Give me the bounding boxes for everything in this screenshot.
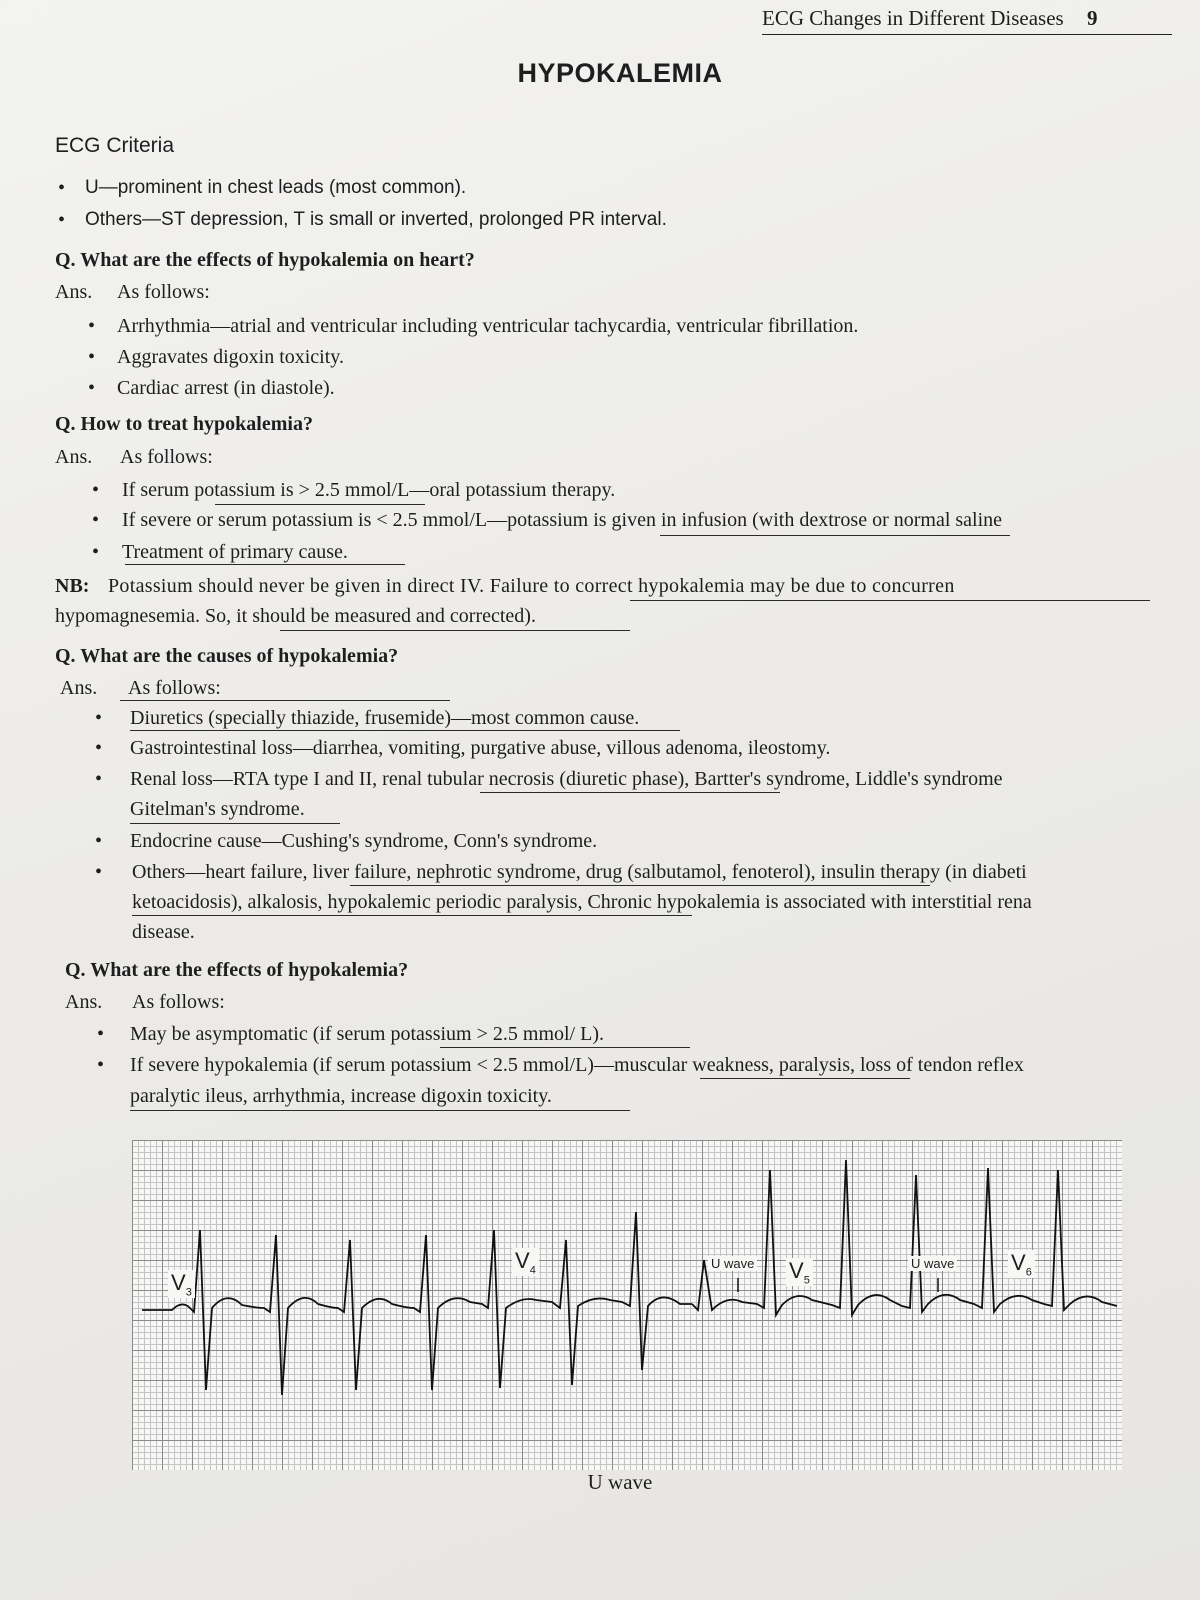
ans-intro: As follows: — [120, 446, 213, 468]
list-item-continued: Gitelman's syndrome. — [130, 798, 305, 820]
list-item-continued: ketoacidosis), alkalosis, hypokalemic periodic paralysis, Chronic hypokalemia is associated with interstitial rena — [132, 891, 1032, 913]
pencil-underline — [660, 535, 1010, 536]
list-item: If severe or serum potassium is < 2.5 mmol/L—potassium is given in infusion (with dextrose or normal saline — [122, 509, 1003, 531]
list-item: May be asymptomatic (if serum potassium > 2.5 mmol/ L). — [130, 1023, 604, 1045]
ans-intro: As follows: — [128, 677, 221, 699]
ans-label: Ans. — [65, 991, 103, 1013]
ecg-criteria-item: U—prominent in chest leads (most common). — [85, 177, 467, 198]
ans-label: Ans. — [55, 446, 93, 468]
u-wave-tag: U wave — [708, 1256, 757, 1271]
question-heart-effects: Q. What are the effects of hypokalemia on heart? — [55, 249, 475, 271]
list-item-continued: disease. — [132, 921, 195, 943]
lead-label-v6: $V_6$ — [1008, 1250, 1035, 1278]
running-header — [762, 6, 1182, 31]
list-item: Cardiac arrest (in diastole). — [117, 377, 335, 399]
question-causes: Q. What are the causes of hypokalemia? — [55, 645, 399, 667]
list-item: Arrhythmia—atrial and ventricular including ventricular tachycardia, ventricular fibrillation. — [117, 315, 859, 337]
pencil-underline — [480, 792, 780, 793]
pencil-underline — [120, 700, 450, 701]
bullet-icon: • — [95, 737, 103, 759]
bullet-icon: • — [88, 315, 96, 337]
bullet-icon: • — [95, 861, 103, 883]
bullet-icon: • — [88, 346, 96, 368]
pencil-underline — [440, 1047, 690, 1048]
bullet-icon: • — [58, 209, 66, 231]
list-item: If severe hypokalemia (if serum potassium < 2.5 mmol/L)—muscular weakness, paralysis, loss of tendon reflex — [130, 1054, 1024, 1076]
running-title: ECG Changes in Different Diseases — [762, 6, 1064, 30]
ecg-trace — [132, 1140, 1122, 1470]
header-rule — [762, 34, 1172, 35]
pencil-underline — [700, 1078, 910, 1079]
page-title: HYPOKALEMIA — [517, 58, 723, 88]
ans-intro: As follows: — [117, 281, 210, 303]
bullet-icon: • — [92, 509, 100, 531]
bullet-icon: • — [97, 1054, 105, 1076]
pencil-underline — [125, 564, 405, 565]
nb-text: Potassium should never be given in direct IV. Failure to correct hypokalemia may be due to concurren — [108, 575, 955, 597]
ans-label: Ans. — [60, 677, 98, 699]
list-item: Diuretics (specially thiazide, frusemide)—most common cause. — [130, 707, 640, 729]
list-item: If serum potassium is > 2.5 mmol/L—oral potassium therapy. — [122, 479, 616, 501]
pencil-underline — [630, 600, 1150, 601]
nb-text: hypomagnesemia. So, it should be measured and corrected). — [55, 605, 536, 627]
list-item: Others—heart failure, liver failure, nephrotic syndrome, drug (salbutamol, fenoterol), insulin therapy (in diabeti — [132, 861, 1027, 883]
question-treatment: Q. How to treat hypokalemia? — [55, 413, 313, 435]
page-number: 9 — [1086, 6, 1098, 30]
question-effects: Q. What are the effects of hypokalemia? — [65, 959, 409, 981]
pencil-underline — [280, 630, 630, 631]
lead-label-v5: $V_5$ — [786, 1258, 813, 1286]
ecg-criteria-heading: ECG Criteria — [55, 134, 175, 157]
bullet-icon: • — [92, 479, 100, 501]
pencil-underline — [130, 1110, 630, 1111]
list-item: Renal loss—RTA type I and II, renal tubular necrosis (diuretic phase), Bartter's syndrome, Liddle's syndrome — [130, 768, 1003, 790]
pencil-underline — [130, 730, 680, 731]
u-wave-tag: U wave — [908, 1256, 957, 1271]
list-item: Endocrine cause—Cushing's syndrome, Conn's syndrome. — [130, 830, 598, 852]
ecg-trace-v3-v4 — [142, 1212, 692, 1395]
list-item-continued: paralytic ileus, arrhythmia, increase digoxin toxicity. — [130, 1085, 552, 1107]
bullet-icon: • — [97, 1023, 105, 1045]
bullet-icon: • — [88, 377, 96, 399]
bullet-icon: • — [92, 541, 100, 563]
ans-label: Ans. — [55, 281, 93, 303]
list-item: Gastrointestinal loss—diarrhea, vomiting, purgative abuse, villous adenoma, ileostomy. — [130, 737, 831, 759]
pencil-underline — [130, 823, 340, 824]
pencil-underline — [350, 885, 930, 886]
ecg-trace-v5-v6 — [692, 1160, 1117, 1315]
bullet-icon: • — [95, 707, 103, 729]
pencil-underline — [215, 504, 425, 505]
nb-label: NB: — [55, 575, 90, 597]
list-item: Aggravates digoxin toxicity. — [117, 346, 344, 368]
ans-intro: As follows: — [132, 991, 225, 1013]
bullet-icon: • — [95, 830, 103, 852]
ecg-strip-figure — [132, 1140, 1122, 1470]
bullet-icon: • — [58, 177, 66, 199]
pencil-underline — [132, 915, 692, 916]
figure-caption: U wave — [587, 1470, 653, 1494]
bullet-icon: • — [95, 768, 103, 790]
list-item: Treatment of primary cause. — [122, 541, 348, 563]
lead-label-v3: $V_3$ — [168, 1270, 195, 1298]
ecg-criteria-item: Others—ST depression, T is small or inverted, prolonged PR interval. — [85, 209, 667, 230]
lead-label-v4: $V_4$ — [512, 1248, 539, 1276]
